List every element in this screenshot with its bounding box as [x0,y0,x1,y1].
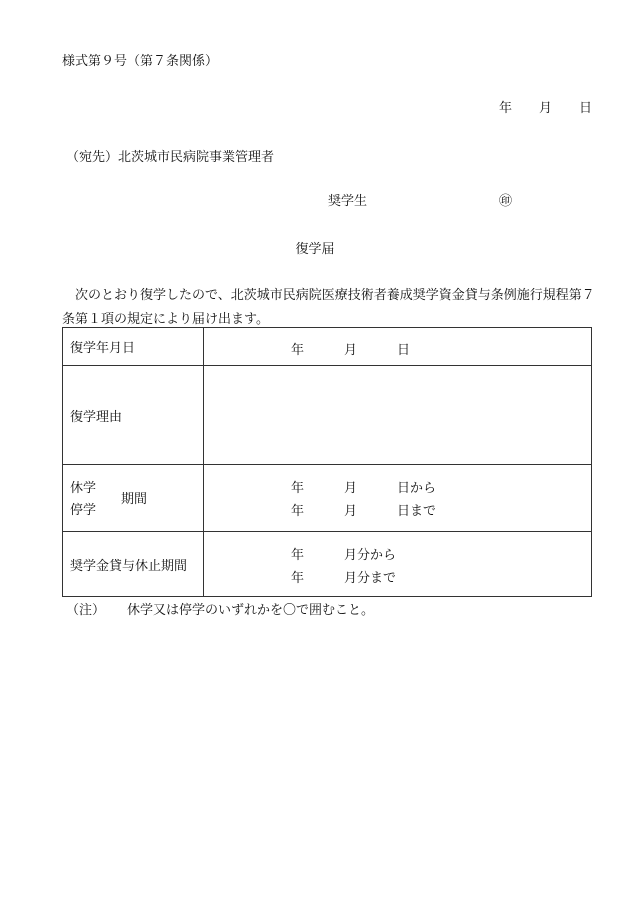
student-label: 奨学生 [328,194,368,209]
suspension-start-year: 年 [291,548,305,563]
form-number: 様式第９号（第７条関係） [62,54,219,69]
return-form-table [62,327,592,597]
return-date-field[interactable] [204,328,592,366]
return-reason-field[interactable] [204,366,592,465]
footnote [66,599,374,618]
date-month: 月 [538,101,552,116]
table-row [63,328,592,366]
body-paragraph [62,284,602,332]
return-year: 年 [291,343,305,358]
leave-start-year: 年 [291,481,305,496]
date-day: 日 [578,101,592,116]
suspension-end-year: 年 [291,571,305,586]
table-row [63,532,592,597]
leave-end-month: 月 [344,504,358,519]
suspension-start-month: 月分から [344,548,397,563]
note-text: 休学又は停学のいずれかを〇で囲むこと。 [127,603,375,618]
table-row [63,366,592,465]
addressee: （宛先）北茨城市民病院事業管理者 [66,150,275,165]
return-reason-label: 復学理由 [63,366,204,465]
loan-suspension-label: 奨学金貸与休止期間 [63,532,204,597]
leave-end-year: 年 [291,504,305,519]
table-row [63,465,592,532]
leave-period-field[interactable] [204,465,592,532]
note-prefix: （注） [66,603,106,618]
date-year: 年 [498,101,512,116]
leave-start-day: 日から [397,481,437,496]
loan-suspension-field[interactable] [204,532,592,597]
leave-end-day: 日まで [397,504,437,519]
submission-date [499,97,592,116]
document-title: 復学届 [295,242,335,257]
period-label: 期間 [121,492,148,507]
suspension-end-month: 月分まで [344,571,397,586]
seal-mark: ㊞ [499,194,513,209]
return-day: 日 [397,343,411,358]
leave-label: 休学 [70,481,97,496]
leave-period-label [63,465,204,532]
leave-start-month: 月 [344,481,358,496]
suspension-label: 停学 [70,503,97,518]
body-text: 次のとおり復学したので、北茨城市民病院医療技術者養成奨学資金貸与条例施行規程第７条第１項の規定により届け出ます。 [62,288,595,327]
return-date-label: 復学年月日 [63,328,204,366]
return-month: 月 [344,343,358,358]
